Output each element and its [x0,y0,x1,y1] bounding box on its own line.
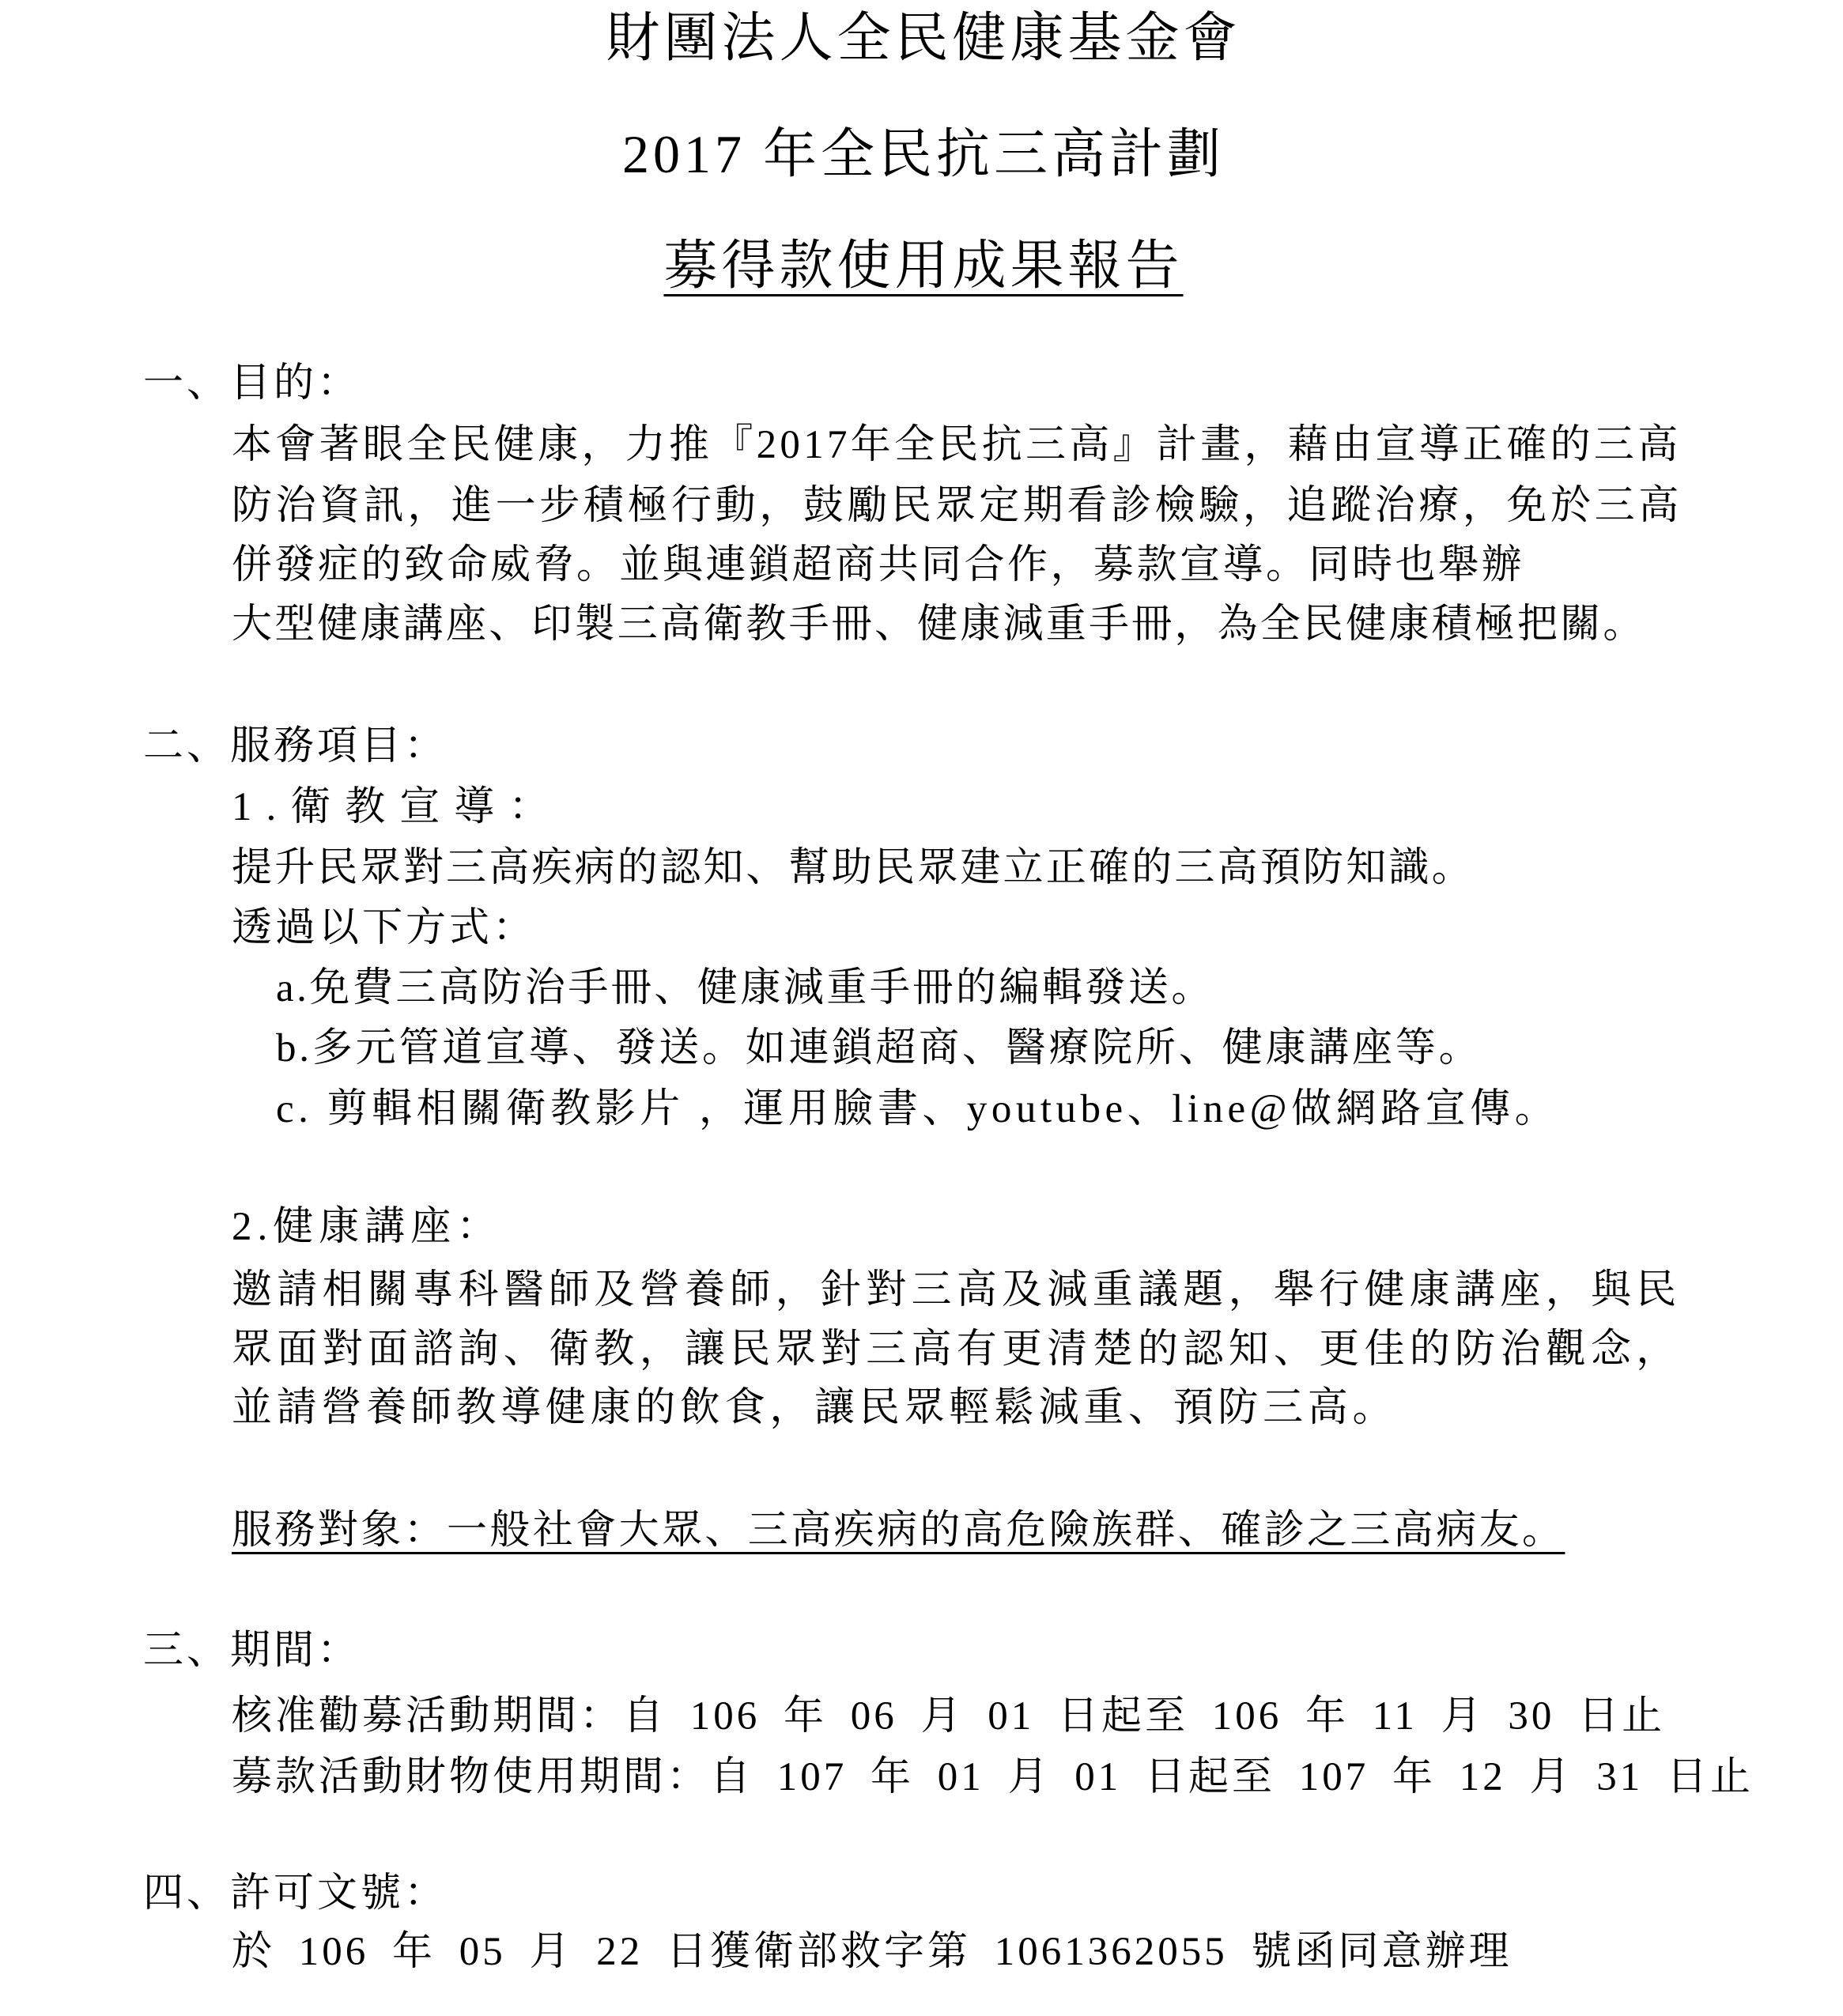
section-heading-services: 二、服務項目： [143,724,448,768]
paragraph-line: 本會著眼全民健康，力推『2017年全民抗三高』計畫，藉由宣導正確的三高 [232,423,1682,467]
methods-intro: 透過以下方式： [232,906,537,950]
subheading-health-education: 1.衛教宣導： [232,785,564,829]
section-heading-period: 三、期間： [143,1629,361,1673]
paragraph-line: 防治資訊，進一步積極行動，鼓勵民眾定期看診檢驗，追蹤治療，免於三高 [232,484,1682,528]
period-line-solicitation: 核准勸募活動期間：自 106 年 06 月 01 日起至 106 年 11 月 30 日止 [232,1694,1666,1739]
report-title-row [0,228,1843,304]
paragraph-line: 併發症的致命威脅。並與連鎖超商共同合作，募款宣導。同時也舉辦 [232,543,1525,587]
paragraph-line: 提升民眾對三高疾病的認知、幫助民眾建立正確的三高預防知識。 [232,846,1475,890]
section-heading-purpose: 一、目的： [143,361,361,406]
paragraph-line: 大型健康講座、印製三高衛教手冊、健康減重手冊，為全民健康積極把關。 [232,602,1646,647]
report-title: 募得款使用成果報告 [663,236,1184,296]
method-item: c. 剪輯相關衛教影片 ，運用臉書、youtube、line@做網路宣傳。 [276,1087,1560,1131]
org-title: 財團法人全民健康基金會 [606,8,1241,68]
permit-number-line: 於 106 年 05 月 22 日獲衛部救字第 1061362055 號函同意辦理 [232,1930,1513,1974]
target-audience-row [232,1501,1565,1561]
section-heading-permit: 四、許可文號： [143,1871,448,1916]
period-line-usage: 募款活動財物使用期間：自 107 年 01 月 01 日起至 107 年 12 月 31 日止 [232,1755,1754,1799]
project-title: 2017 年全民抗三高計劃 [621,124,1225,184]
paragraph-line: 眾面對面諮詢、衛教，讓民眾對三高有更清楚的認知、更佳的防治觀念， [232,1327,1682,1372]
paragraph-line: 邀請相關專科醫師及營養師，針對三高及減重議題，舉行健康講座，與民 [232,1268,1682,1312]
method-item: b.多元管道宣導、發送。如連鎖超商、醫療院所、健康講座等。 [276,1026,1482,1070]
method-item: a.免費三高防治手冊、健康減重手冊的編輯發送。 [276,966,1214,1010]
paragraph-line: 並請營養師教導健康的飲食，讓民眾輕鬆減重、預防三高。 [232,1386,1398,1430]
target-audience: 服務對象：一般社會大眾、三高疾病的高危險族群、確診之三高病友。 [232,1508,1565,1553]
subheading-health-seminar: 2.健康講座： [232,1205,503,1249]
